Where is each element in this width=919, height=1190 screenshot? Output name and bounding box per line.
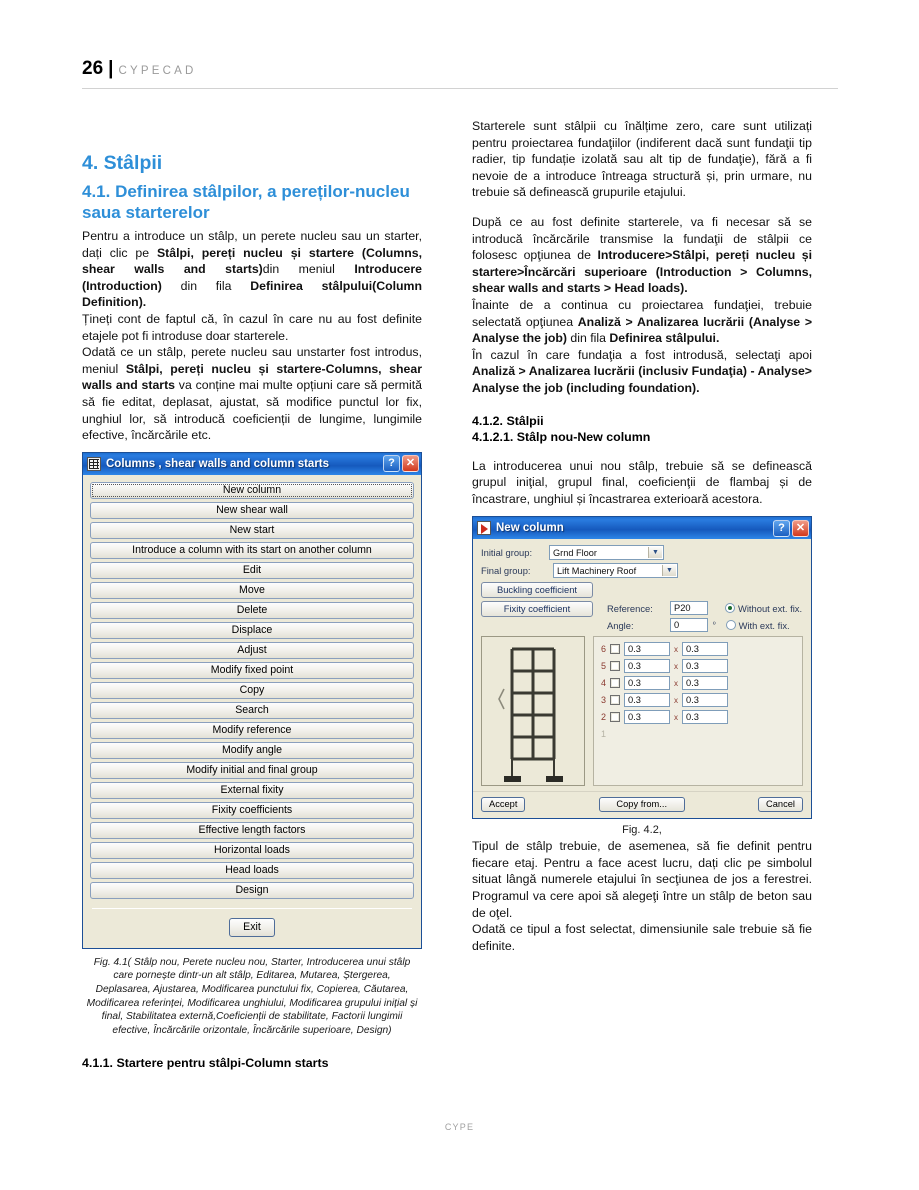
p1-bold-b: Introducere (Introduction) bbox=[82, 262, 423, 293]
radio-with-ext-fix[interactable] bbox=[726, 620, 736, 630]
modify-fixed-point-button[interactable]: Modify fixed point bbox=[90, 662, 414, 679]
subsection-4-1-2: 4.1.2. Stâlpii bbox=[472, 413, 544, 428]
row-number: 6 bbox=[600, 644, 606, 655]
paragraph-2: Țineți cont de faptul că, în cazul în care nu au fost definite etajele pot fi introduse doar starterele. bbox=[82, 311, 422, 343]
row-number: 3 bbox=[600, 695, 606, 706]
fixity-coefficient-button[interactable]: Fixity coefficient bbox=[481, 601, 593, 617]
delete-button[interactable]: Delete bbox=[90, 602, 414, 619]
new-column-dialog-body bbox=[473, 539, 811, 791]
table-row bbox=[598, 727, 798, 741]
row-checkbox[interactable] bbox=[610, 644, 620, 654]
p1-bold-c: Definirea stâlpului(Column Definition). bbox=[82, 278, 422, 310]
p3-bold-a: Stâlpi, pereți nucleu și startere-Columns, shear walls and starts bbox=[82, 361, 422, 393]
close-icon[interactable]: ✕ bbox=[402, 455, 419, 472]
header-brand: CYPECAD bbox=[118, 65, 197, 77]
initial-group-select[interactable] bbox=[549, 545, 664, 560]
new-column-main-area bbox=[481, 636, 803, 786]
head-loads-button[interactable]: Head loads bbox=[90, 862, 414, 879]
new-column-dialog bbox=[472, 516, 812, 819]
initial-group-label: Initial group: bbox=[481, 547, 533, 559]
modify-reference-button[interactable]: Modify reference bbox=[90, 722, 414, 739]
copy-button[interactable]: Copy bbox=[90, 682, 414, 699]
left-column bbox=[82, 152, 422, 1071]
final-group-select[interactable] bbox=[553, 563, 678, 578]
grid-icon bbox=[87, 457, 101, 471]
row-checkbox[interactable] bbox=[610, 712, 620, 722]
row-number: 2 bbox=[600, 712, 606, 723]
row-width-input[interactable]: 0.3 bbox=[624, 659, 670, 673]
accept-button[interactable]: Accept bbox=[481, 797, 525, 812]
external-fixity-button[interactable]: External fixity bbox=[90, 782, 414, 799]
initial-group-row bbox=[481, 545, 803, 560]
buckling-coefficient-button[interactable]: Buckling coefficient bbox=[481, 582, 593, 598]
modify-initial-final-group-button[interactable]: Modify initial and final group bbox=[90, 762, 414, 779]
storey-size-grid bbox=[593, 636, 803, 786]
move-button[interactable]: Move bbox=[90, 582, 414, 599]
multiply-symbol: x bbox=[674, 678, 678, 688]
row-height-input[interactable]: 0.3 bbox=[682, 642, 728, 656]
rp3-text-b: din fila bbox=[566, 331, 610, 346]
figure-4-2-caption: Fig. 4.2, bbox=[622, 824, 662, 837]
right-column bbox=[472, 118, 812, 954]
rp3-bold-b: Definirea stâlpului. bbox=[609, 331, 720, 346]
row-width-input[interactable]: 0.3 bbox=[624, 676, 670, 690]
p1-bold-a: Stâlpi, pereți nucleu și startere (Columns, shear walls and starts) bbox=[82, 245, 422, 277]
copy-from-button[interactable]: Copy from... bbox=[599, 797, 685, 812]
edit-button[interactable]: Edit bbox=[90, 562, 414, 579]
multiply-symbol: x bbox=[674, 661, 678, 671]
rp2-bold-a: Introducere>Stâlpi, pereți nucleu și startere>Încărcări superioare (Introduction > Columns, shear walls and starts > Head loads). bbox=[472, 248, 812, 296]
dialog-separator bbox=[92, 908, 412, 909]
paragraph-3 bbox=[82, 344, 422, 444]
row-height-input[interactable]: 0.3 bbox=[682, 676, 728, 690]
exit-button[interactable]: Exit bbox=[229, 918, 275, 937]
section-title: 4.1. Definirea stâlpilor, a pereților-nucleu saua starterelor bbox=[82, 182, 410, 222]
columns-dialog-body bbox=[83, 475, 421, 948]
row-height-input[interactable]: 0.3 bbox=[682, 710, 728, 724]
chapter-title: 4. Stâlpii bbox=[82, 152, 163, 174]
play-arrow-icon bbox=[477, 521, 491, 535]
angle-label: Angle: bbox=[607, 619, 634, 631]
subsection-4-1-2-1: 4.1.2.1. Stâlp nou-New column bbox=[472, 429, 651, 444]
new-column-button[interactable]: New column bbox=[90, 482, 414, 499]
cancel-button[interactable]: Cancel bbox=[758, 797, 803, 812]
horizontal-loads-button[interactable]: Horizontal loads bbox=[90, 842, 414, 859]
chevron-down-icon[interactable]: ▼ bbox=[662, 565, 676, 576]
multiply-symbol: x bbox=[674, 644, 678, 654]
multiply-symbol: x bbox=[674, 695, 678, 705]
columns-dialog-titlebar bbox=[83, 453, 421, 475]
row-width-input[interactable]: 0.3 bbox=[624, 710, 670, 724]
table-row[interactable] bbox=[598, 659, 798, 673]
row-checkbox[interactable] bbox=[610, 678, 620, 688]
radio-without-ext-fix[interactable] bbox=[725, 603, 735, 613]
new-start-button[interactable]: New start bbox=[90, 522, 414, 539]
close-icon[interactable]: ✕ bbox=[792, 520, 809, 537]
columns-dialog bbox=[82, 452, 422, 949]
final-group-value: Lift Machinery Roof bbox=[557, 565, 637, 576]
new-column-dialog-title: New column bbox=[496, 522, 564, 535]
effective-length-factors-button[interactable]: Effective length factors bbox=[90, 822, 414, 839]
new-column-footer bbox=[473, 791, 811, 818]
rp3-text-a: Înainte de a continua cu proiectarea fundaţiei, trebuie selectată opţiunea bbox=[472, 297, 812, 329]
frame-diagram-icon bbox=[482, 637, 584, 785]
angle-input[interactable]: 0 bbox=[670, 618, 708, 632]
final-group-label: Final group: bbox=[481, 565, 531, 577]
rp4-bold-a: Analiză > Analizarea lucrării (inclusiv Fundaţia) - Analyse> Analyse the job (including foundation). bbox=[472, 364, 812, 395]
radio-without-ext-fix-label: Without ext. fix. bbox=[738, 602, 803, 614]
subsection-4-1-1: 4.1.1. Startere pentru stâlpi-Column starts bbox=[82, 1056, 329, 1071]
table-row[interactable] bbox=[598, 710, 798, 724]
multiply-symbol: x bbox=[674, 712, 678, 722]
table-row[interactable] bbox=[598, 676, 798, 690]
new-shear-wall-button[interactable]: New shear wall bbox=[90, 502, 414, 519]
reference-label: Reference: bbox=[607, 602, 653, 614]
paragraph-1 bbox=[82, 228, 422, 311]
figure-4-1-caption: Fig. 4.1( Stâlp nou, Perete nucleu nou, Starter, Introducerea unui stâlp care pornește dintr-un alt stâlp, Editarea, Mutarea, Ștergerea, Deplasarea, Ajustarea, Modificarea punctului fix, Copierea, Căutarea, Modificarea referinței, Modificarea unghiului, Modificarea grupului inițial și final, Stabilitatea externă,Coeficienții de stabilitate, Factorii lungimii efective, Încărcările orizontale, Încărcările superioare, Design) bbox=[86, 956, 418, 1036]
displace-button[interactable]: Displace bbox=[90, 622, 414, 639]
radio-with-ext-fix-label: With ext. fix. bbox=[738, 619, 790, 631]
header-divider: | bbox=[108, 58, 114, 79]
introduce-column-start-button[interactable]: Introduce a column with its start on another column bbox=[90, 542, 414, 559]
p1-text-c: din fila bbox=[161, 278, 251, 293]
help-icon[interactable]: ? bbox=[773, 520, 790, 537]
row-number: 1 bbox=[600, 729, 606, 740]
right-paragraph-7: Odată ce tipul a fost selectat, dimensiunile sale trebuie să fie definite. bbox=[472, 922, 812, 953]
table-row[interactable] bbox=[598, 642, 798, 656]
final-group-row bbox=[481, 563, 803, 578]
right-paragraph-3 bbox=[472, 297, 812, 347]
help-icon[interactable]: ? bbox=[383, 455, 400, 472]
rp4-text-a: În cazul în care fundaţia a fost introdusă, selectaţi apoi bbox=[472, 347, 812, 362]
right-paragraph-1: Starterele sunt stâlpii cu înălțime zero, care sunt utilizați pentru proiectarea fundaţiilor (indiferent dacă sunt fundaţii tip radier, tip fundație izolată sau alt tip de fundaţie), fără a fi nevoie de a introduce întreaga structură și, prin urmare, nu trebuie să definească grupurile etajului. bbox=[472, 119, 812, 200]
angle-unit: º bbox=[713, 621, 716, 629]
page-footer: CYPE bbox=[444, 1122, 475, 1132]
new-column-titlebar bbox=[473, 517, 811, 539]
page-header bbox=[82, 58, 838, 89]
column-frame-preview[interactable] bbox=[481, 636, 585, 786]
table-row[interactable] bbox=[598, 693, 798, 707]
p1-text-b: din meniul bbox=[262, 262, 355, 277]
p3-text-b: va conține mai multe opțiuni care să permită să fie editat, deplasat, ajustat, să modifice punctul lor fix, unghiul lor, să introducă coeficienții de lungime, lungimile efective, încărcările etc. bbox=[82, 378, 422, 443]
rp3-bold-a: Analiză > Analizarea lucrării (Analyse > Analyse the job) bbox=[472, 314, 813, 346]
header-rule bbox=[82, 88, 838, 89]
initial-group-value: Grnd Floor bbox=[553, 547, 597, 558]
p1-text-a: Pentru a introduce un stâlp, un perete nucleu sau un starter, dați clic pe bbox=[82, 229, 422, 260]
row-number: 4 bbox=[600, 678, 606, 689]
row-checkbox[interactable] bbox=[610, 695, 620, 705]
row-height-input[interactable]: 0.3 bbox=[682, 659, 728, 673]
fixity-coefficients-button[interactable]: Fixity coefficients bbox=[90, 802, 414, 819]
row-height-input[interactable]: 0.3 bbox=[682, 693, 728, 707]
fixity-and-reference-row bbox=[481, 601, 803, 632]
row-width-input[interactable]: 0.3 bbox=[624, 642, 670, 656]
search-button[interactable]: Search bbox=[90, 702, 414, 719]
buckling-row bbox=[481, 582, 803, 598]
reference-input[interactable]: P20 bbox=[670, 601, 708, 615]
p3-text-a: Odată ce un stâlp, perete nucleu sau unstarter fost introdus, meniul bbox=[82, 345, 422, 376]
page-number: 26 bbox=[82, 58, 104, 79]
adjust-button[interactable]: Adjust bbox=[90, 642, 414, 659]
design-button[interactable]: Design bbox=[90, 882, 414, 899]
right-paragraph-4 bbox=[472, 347, 812, 397]
right-paragraph-6: Tipul de stâlp trebuie, de asemenea, să fie definit pentru fiecare etaj. Pentru a face acest lucru, dați clic pe simbolul situat lângă numerele etajului în secţiunea de jos a ferestrei. Programul va cere apoi să alegeţi între un stâlp de beton sau de oţel. bbox=[472, 839, 812, 920]
modify-angle-button[interactable]: Modify angle bbox=[90, 742, 414, 759]
right-paragraph-2 bbox=[472, 214, 812, 297]
row-width-input[interactable]: 0.3 bbox=[624, 693, 670, 707]
columns-dialog-title: Columns , shear walls and column starts bbox=[106, 457, 330, 470]
right-paragraph-5: La introducerea unui nou stâlp, trebuie să se definească grupul iniţial, grupul final, coeficienţii de flambaj și de încastrare, unghiul și încastrarea exterioară acestora. bbox=[472, 458, 812, 506]
chevron-down-icon[interactable]: ▼ bbox=[648, 547, 662, 558]
row-checkbox[interactable] bbox=[610, 661, 620, 671]
row-number: 5 bbox=[600, 661, 606, 672]
rp2-text-a: După ce au fost definite starterele, va fi necesar să se introducă încărcările transmise la fundaţii de stâlpii ce folosesc opţiunea de bbox=[472, 214, 812, 263]
